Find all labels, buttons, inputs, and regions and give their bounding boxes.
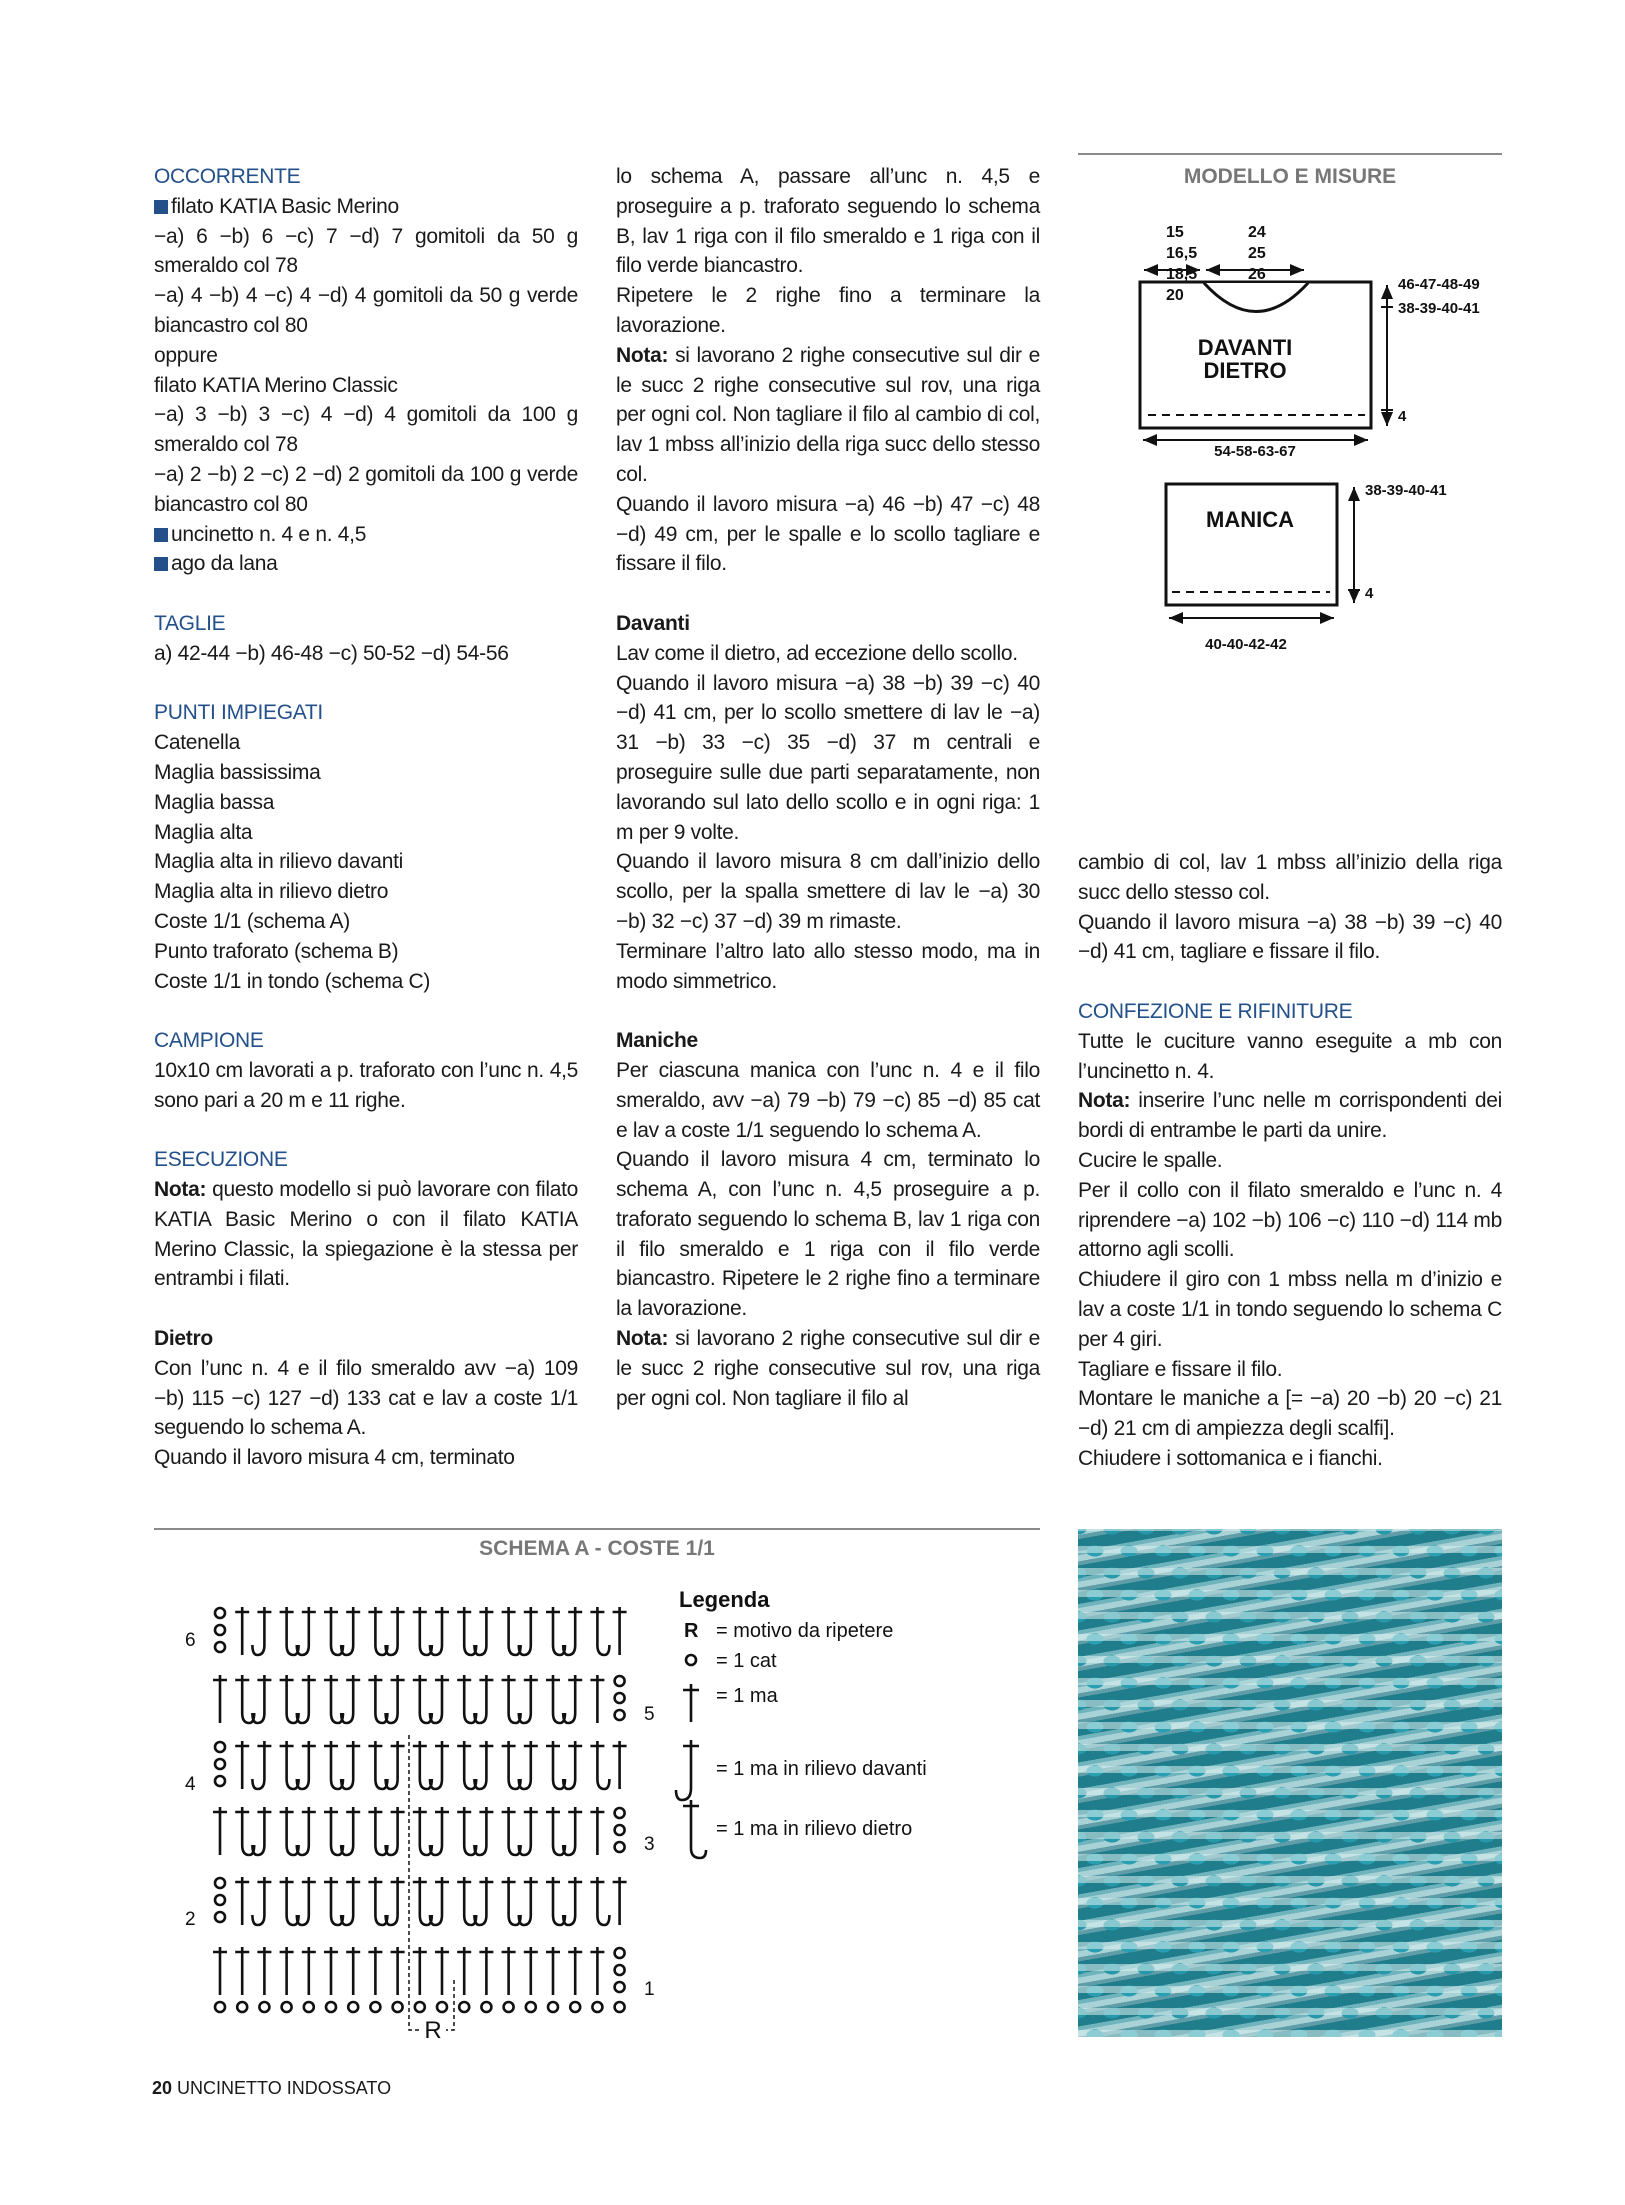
back-post-stitch <box>590 1807 604 1855</box>
heading-davanti: Davanti <box>616 611 690 635</box>
chain-stitch <box>259 2002 269 2012</box>
front-post-stitch <box>613 1741 627 1789</box>
note-paragraph: Nota: questo modello si può lavorare con filato KATIA Basic Merino o con il filato KATIA Merino Classic, la spiegazione è la stessa per entrambi i filati. <box>154 1178 578 1291</box>
stitch-item: Maglia alta in rilievo dietro <box>154 880 389 904</box>
turning-chain <box>615 1842 625 1852</box>
front-post-stitch <box>213 1807 227 1855</box>
double-crochet-icon <box>683 1684 699 1722</box>
paragraph: Montare le maniche a [= −a) 20 −b) 20 −c) 21 −d) 21 cm di ampiezza degli scalfi]. <box>1078 1387 1502 1441</box>
page-footer <box>152 2078 391 2099</box>
back-post-stitch <box>235 1607 249 1655</box>
chain-stitch <box>481 2002 491 2012</box>
row-number: 1 <box>644 1979 655 2000</box>
paragraph: Per il collo con il filato smeraldo e l’unc n. 4 riprendere −a) 102 −b) 106 −c) 110 −d) 114 mb attorno agli scolli. <box>1078 1178 1502 1262</box>
double-crochet-stitch <box>280 1947 294 1995</box>
body-width-label: 54-58-63-67 <box>1214 443 1296 460</box>
heading-occorrente: OCCORRENTE <box>154 165 301 188</box>
back-post-stitch <box>235 1741 249 1789</box>
shoulder-measure: 16,5 <box>1166 245 1198 262</box>
heading-esecuzione: ESECUZIONE <box>154 1148 288 1172</box>
back-post-stitch <box>590 1675 604 1723</box>
chain-stitch <box>437 2002 447 2012</box>
stitch-item: Catenella <box>154 731 241 755</box>
front-post-stitch <box>213 1675 227 1723</box>
heading-punti: PUNTI IMPIEGATI <box>154 701 323 725</box>
legend-item: = 1 ma <box>716 1685 778 1707</box>
shoulder-measure: 18,5 <box>1166 266 1198 283</box>
dietro-label: DIETRO <box>1203 358 1287 383</box>
stitch-item: Punto traforato (schema B) <box>154 939 399 963</box>
chain-stitch <box>570 2002 580 2012</box>
turning-chain <box>215 1742 225 1752</box>
turning-chain <box>615 1825 625 1835</box>
turning-chain <box>615 1710 625 1720</box>
double-crochet-stitch <box>346 1947 360 1995</box>
double-crochet-stitch <box>546 1947 560 1995</box>
stitch-sample-photo <box>1078 1529 1502 2037</box>
turning-chain <box>615 1948 625 1958</box>
turning-chain <box>615 1965 625 1975</box>
material-line: −a) 3 −b) 3 −c) 4 −d) 4 gomitoli da 100 g smeraldo col 78 <box>154 403 578 457</box>
double-crochet-stitch <box>413 1947 427 1995</box>
double-crochet-stitch <box>368 1947 382 1995</box>
turning-chain <box>215 1625 225 1635</box>
double-crochet-stitch <box>257 1947 271 1995</box>
double-crochet-stitch <box>568 1947 582 1995</box>
stitch-item: Maglia alta <box>154 820 253 844</box>
turning-chain <box>215 1776 225 1786</box>
back-post-stitch <box>590 1877 609 1925</box>
material-line: −a) 4 −b) 4 −c) 4 −d) 4 gomitoli da 50 g verde biancastro col 80 <box>154 284 578 337</box>
paragraph: Lav come il dietro, ad eccezione dello scollo. <box>616 641 1018 665</box>
double-crochet-stitch <box>213 1947 227 1995</box>
stitch-item: Maglia alta in rilievo davanti <box>154 850 403 874</box>
paragraph: Tagliare e fissare il filo. <box>1078 1357 1283 1381</box>
davanti-label: DAVANTI <box>1197 335 1293 360</box>
turning-chain <box>215 1642 225 1652</box>
manica-label: MANICA <box>1206 507 1294 532</box>
heading-taglie: TAGLIE <box>154 611 226 635</box>
paragraph: Con l’unc n. 4 e il filo smeraldo avv −a) 109 −b) 115 −c) 127 −d) 133 cat e lav a coste 1/1 seguendo lo schema A. <box>154 1356 578 1440</box>
shoulder-measure: 20 <box>1166 287 1184 304</box>
double-crochet-stitch <box>524 1947 538 1995</box>
double-crochet-stitch <box>302 1947 316 1995</box>
material-line: −a) 2 −b) 2 −c) 2 −d) 2 gomitoli da 100 g verde biancastro col 80 <box>154 462 578 516</box>
stitch-item: Maglia bassissima <box>154 760 321 784</box>
turning-chain <box>215 1759 225 1769</box>
double-crochet-stitch <box>435 1947 449 1995</box>
row-number: 4 <box>185 1774 196 1795</box>
legend-item: = 1 cat <box>716 1650 777 1672</box>
chain-stitch <box>393 2002 403 2012</box>
back-post-double-crochet-icon <box>683 1800 706 1858</box>
chain-stitch <box>415 2002 425 2012</box>
front-post-stitch <box>252 1607 271 1655</box>
row-number: 5 <box>644 1704 655 1725</box>
front-post-stitch <box>613 1607 627 1655</box>
legend-item: = 1 ma in rilievo dietro <box>716 1818 913 1840</box>
front-post-stitch <box>252 1877 271 1925</box>
stitch-item: Coste 1/1 in tondo (schema C) <box>154 969 431 993</box>
paragraph: Terminare l’altro lato allo stesso modo, ma in modo simmetrico. <box>616 939 1040 993</box>
front-post-stitch <box>252 1741 271 1789</box>
total-height-label: 46-47-48-49 <box>1398 276 1480 293</box>
paragraph: Quando il lavoro misura −a) 38 −b) 39 −c) 40 −d) 41 cm, tagliare e fissare il filo. <box>1078 910 1502 964</box>
back-post-stitch <box>590 1607 609 1655</box>
front-post-stitch <box>613 1877 627 1925</box>
paragraph: Ripetere le 2 righe fino a terminare la lavorazione. <box>616 284 1040 337</box>
chain-stitch <box>237 2002 247 2012</box>
legend-title: Legenda <box>679 1587 770 1612</box>
chain-stitch <box>592 2002 602 2012</box>
sleeve-rib-label: 4 <box>1365 585 1374 602</box>
page-number: 20 <box>152 2078 173 2098</box>
material-line: oppure <box>154 343 218 367</box>
paragraph: Quando il lavoro misura −a) 46 −b) 47 −c) 48 −d) 49 cm, per le spalle e lo scollo tagliare e fissare il filo. <box>616 492 1040 576</box>
magazine-title: UNCINETTO INDOSSATO <box>177 2078 392 2098</box>
double-crochet-stitch <box>457 1947 471 1995</box>
chain-stitch <box>215 2002 225 2012</box>
chain-stitch <box>282 2002 292 2012</box>
stitch-item: Maglia bassa <box>154 790 275 814</box>
double-crochet-stitch <box>479 1947 493 1995</box>
paragraph: Cucire le spalle. <box>1078 1148 1223 1172</box>
paragraph: Quando il lavoro misura 8 cm dall’inizio dello scollo, per la spalla smettere di lav le −a) 30 −b) 32 −c) 37 −d) 39 m rimaste. <box>616 850 1040 933</box>
material-item: uncinetto n. 4 e n. 4,5 <box>154 520 578 550</box>
chain-stitch <box>348 2002 358 2012</box>
sleeve-width-label: 40-40-42-42 <box>1205 636 1287 653</box>
chain-stitch <box>548 2002 558 2012</box>
shoulder-measure: 15 <box>1166 224 1184 241</box>
repeat-label: R <box>424 2017 442 2044</box>
chain-stitch <box>504 2002 514 2012</box>
double-crochet-stitch <box>391 1947 405 1995</box>
material-item: filato KATIA Basic Merino <box>154 192 578 222</box>
note-paragraph: Nota: inserire l’unc nelle m corrispondenti dei bordi di entrambe le parti da unire. <box>1078 1089 1502 1143</box>
note-paragraph: Nota: si lavorano 2 righe consecutive sul dir e le succ 2 righe consecutive sul rov, una riga per ogni col. Non tagliare il filo al cambio di col, lav 1 mbss all’inizio della riga succ dello stesso col. <box>616 343 1040 486</box>
paragraph: cambio di col, lav 1 mbss all’inizio della riga succ dello stesso col. <box>1078 851 1502 904</box>
chain-stitch <box>615 2002 625 2012</box>
neck-measure: 25 <box>1248 245 1266 262</box>
turning-chain <box>215 1912 225 1922</box>
material-item: ago da lana <box>154 549 578 579</box>
double-crochet-stitch <box>324 1947 338 1995</box>
double-crochet-stitch <box>590 1947 604 1995</box>
paragraph: Quando il lavoro misura −a) 38 −b) 39 −c) 40 −d) 41 cm, per lo scollo smettere di lav le −a) 31 −b) 33 −c) 35 −d) 37 m centrali e proseguire sulle due parti separatamente, non lavorando sul lato dello scollo e in ogni riga: 1 m per 9 volte. <box>616 671 1040 844</box>
chain-stitch <box>526 2002 536 2012</box>
sizes-text: a) 42-44 −b) 46-48 −c) 50-52 −d) 54-56 <box>154 641 509 665</box>
armhole-height-label: 38-39-40-41 <box>1398 300 1480 317</box>
stitch-item: Coste 1/1 (schema A) <box>154 909 350 933</box>
chain-stitch-icon <box>686 1655 696 1665</box>
heading-maniche: Maniche <box>616 1029 698 1053</box>
row-number: 3 <box>644 1834 655 1855</box>
legend-item: = motivo da ripetere <box>716 1620 894 1642</box>
heading-confezione: CONFEZIONE E RIFINITURE <box>1078 999 1353 1023</box>
turning-chain <box>215 1895 225 1905</box>
double-crochet-stitch <box>502 1947 516 1995</box>
note-paragraph: Nota: si lavorano 2 righe consecutive sul dir e le succ 2 righe consecutive sul rov, una riga per ogni col. Non tagliare il filo al <box>616 1327 1040 1410</box>
heading-dietro: Dietro <box>154 1327 213 1351</box>
chain-stitch <box>370 2002 380 2012</box>
paragraph: Chiudere il giro con 1 mbss nella m d’inizio e lav a coste 1/1 in tondo seguendo lo schema C per 4 giri. <box>1078 1268 1502 1351</box>
row-number: 6 <box>185 1630 196 1651</box>
paragraph: lo schema A, passare all’unc n. 4,5 e proseguire a p. traforato seguendo lo schema B, lav 1 riga con il filo smeraldo e 1 riga con il filo verde biancastro. <box>616 165 1040 278</box>
material-line: −a) 6 −b) 6 −c) 7 −d) 7 gomitoli da 50 g smeraldo col 78 <box>154 224 578 278</box>
back-post-stitch <box>590 1741 609 1789</box>
paragraph: Quando il lavoro misura 4 cm, terminato <box>154 1446 515 1470</box>
schema-title: SCHEMA A - COSTE 1/1 <box>479 1537 715 1560</box>
row-number: 2 <box>185 1909 196 1930</box>
diagram-title: MODELLO E MISURE <box>1183 165 1397 188</box>
turning-chain <box>615 1982 625 1992</box>
turning-chain <box>615 1808 625 1818</box>
front-post-double-crochet-icon <box>676 1740 699 1800</box>
rib-height-label: 4 <box>1398 408 1407 425</box>
neck-measure: 26 <box>1248 266 1266 283</box>
paragraph: Tutte le cuciture vanno eseguite a mb con l’uncinetto n. 4. <box>1078 1029 1502 1083</box>
double-crochet-stitch <box>235 1947 249 1995</box>
turning-chain <box>215 1608 225 1618</box>
turning-chain <box>215 1878 225 1888</box>
turning-chain <box>615 1676 625 1686</box>
legend-item: = 1 ma in rilievo davanti <box>716 1758 927 1780</box>
sleeve-height-label: 38-39-40-41 <box>1365 482 1447 499</box>
chain-stitch <box>459 2002 469 2012</box>
material-line: filato KATIA Merino Classic <box>154 373 398 397</box>
paragraph: Per ciascuna manica con l’unc n. 4 e il filo smeraldo, avv −a) 79 −b) 79 −c) 85 −d) 85 cat e lav a coste 1/1 seguendo lo schema A. <box>616 1058 1040 1142</box>
chain-stitch <box>326 2002 336 2012</box>
paragraph: Chiudere i sottomanica e i fianchi. <box>1078 1446 1383 1470</box>
gauge-text: 10x10 cm lavorati a p. traforato con l’unc n. 4,5 sono pari a 20 m e 11 righe. <box>154 1058 578 1112</box>
neck-measure: 24 <box>1248 224 1266 241</box>
turning-chain <box>615 1693 625 1703</box>
paragraph: Quando il lavoro misura 4 cm, terminato lo schema A, con l’unc n. 4,5 proseguire a p. traforato seguendo lo schema B, lav 1 riga con il filo smeraldo e 1 riga con il filo verde biancastro. Ripetere le 2 righe fino a terminare la lavorazione. <box>616 1148 1040 1321</box>
legend-repeat-symbol: R <box>684 1620 699 1642</box>
heading-campione: CAMPIONE <box>154 1029 264 1053</box>
back-post-stitch <box>235 1877 249 1925</box>
chain-stitch <box>304 2002 314 2012</box>
